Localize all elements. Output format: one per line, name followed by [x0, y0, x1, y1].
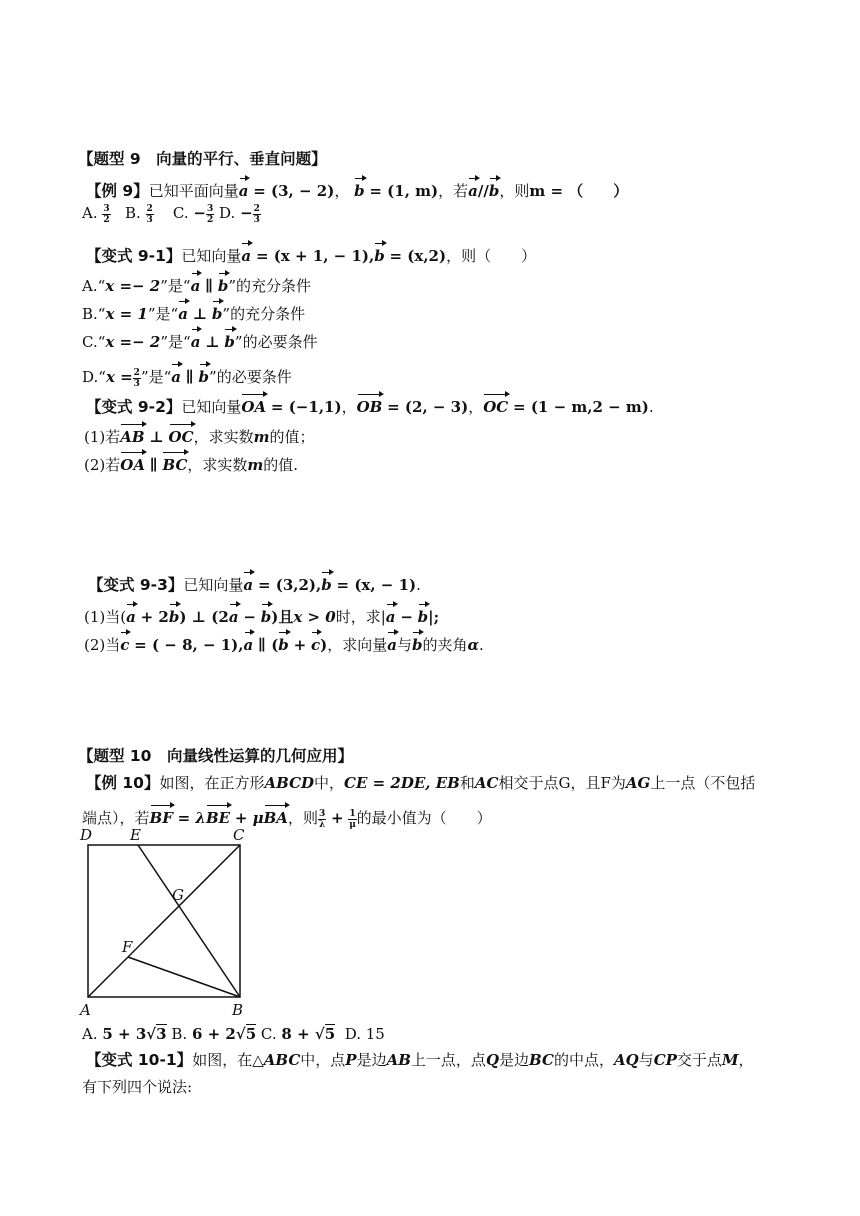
math: 5	[324, 1025, 336, 1043]
math: ∥	[205, 277, 214, 295]
label-d: D	[80, 826, 93, 844]
numerator: 3	[206, 203, 214, 214]
math: ABC	[263, 1051, 301, 1069]
math: −	[240, 204, 253, 222]
vector-a: a	[241, 241, 251, 267]
variant-9-3-tag: 【变式 9-3】	[88, 576, 184, 594]
text: 已知平面向量	[148, 182, 239, 200]
fraction	[102, 204, 110, 225]
variant-9-2-q2	[84, 450, 298, 476]
denominator: 3	[133, 378, 140, 389]
text: 与	[638, 1051, 654, 1069]
text: ，	[334, 182, 350, 200]
text: 的值.	[263, 456, 299, 474]
numerator: 2	[146, 203, 153, 214]
text: 中，	[314, 774, 345, 792]
vector-a: a	[387, 630, 397, 656]
math: α	[467, 636, 480, 654]
option-b-label: B.	[124, 204, 141, 222]
text: 的值；	[269, 428, 315, 446]
text: ，若	[438, 182, 469, 200]
vector-bf: BF	[150, 803, 173, 829]
text: ”的必要条件	[234, 333, 318, 351]
math: = (1, m)	[369, 182, 439, 200]
example-9-options	[82, 202, 261, 225]
text: 上一点（不包括	[650, 774, 756, 792]
text: 上一点，点	[410, 1051, 486, 1069]
label-b: B	[232, 1001, 244, 1019]
text: ”是“	[160, 277, 191, 295]
vector-b: b	[261, 602, 272, 628]
vector-be: BE	[206, 803, 230, 829]
math: −	[193, 204, 206, 222]
vector-c: c	[120, 630, 129, 656]
text: 与	[396, 636, 412, 654]
math: = (−1,1)	[270, 398, 342, 416]
example-9-tag: 【例 9】	[86, 182, 149, 200]
math: +	[293, 636, 307, 654]
denominator: λ	[318, 819, 326, 830]
numerator: 1	[349, 808, 356, 819]
vector-b: b	[374, 241, 385, 267]
vector-oa: OA	[120, 450, 145, 476]
vector-b: b	[418, 602, 429, 628]
variant-9-3-q2	[84, 630, 484, 656]
vector-c: c	[311, 630, 320, 656]
math: ⊥	[205, 333, 220, 351]
text: 已知向量	[181, 247, 242, 265]
vector-b: b	[224, 327, 235, 353]
text: ，求实数	[187, 456, 248, 474]
text: ，则（ ）	[446, 247, 537, 265]
text: 相交于点G，且F为	[498, 774, 626, 792]
vector-a: a	[243, 570, 253, 596]
example-10-answers	[82, 1023, 385, 1045]
math: P	[345, 1051, 357, 1069]
denominator: 2	[206, 214, 214, 225]
vector-a: a	[191, 271, 201, 297]
math: = (x,2)	[389, 247, 447, 265]
vector-ba: BA	[264, 803, 288, 829]
text: 如图，在正方形	[159, 774, 265, 792]
vector-bc: BC	[162, 450, 187, 476]
text: 中，点	[300, 1051, 346, 1069]
sqrt-sign: √	[146, 1025, 157, 1043]
text: 的夹角	[422, 636, 468, 654]
denominator: 3	[146, 214, 153, 225]
variant-9-1-option-d	[82, 362, 292, 389]
text: ，	[341, 398, 357, 416]
sqrt-sign: √	[314, 1025, 325, 1043]
text: ”是“	[160, 333, 191, 351]
text: .	[479, 636, 484, 654]
vector-oa: OA	[241, 392, 266, 418]
math: 3	[156, 1025, 167, 1043]
math: ⊥	[149, 428, 164, 446]
example-10-line-1	[86, 772, 755, 794]
math: CP	[653, 1051, 677, 1069]
math: M	[721, 1051, 739, 1069]
math: ⊥	[192, 305, 208, 323]
text: 时，求|	[335, 608, 386, 626]
text: 交于点	[676, 1051, 722, 1069]
vector-b: b	[169, 602, 180, 628]
math: Q	[485, 1051, 500, 1069]
vector-a: a	[178, 299, 188, 325]
math: m	[253, 428, 270, 446]
math: = ( − 8, − 1),	[134, 636, 244, 654]
fraction	[253, 204, 261, 225]
numerator: 2	[133, 367, 140, 378]
text: C.“	[82, 333, 106, 351]
math: ABCD	[264, 774, 315, 792]
text: D.“	[82, 368, 106, 386]
text: ，	[738, 1051, 754, 1069]
text: 已知向量	[181, 398, 242, 416]
math: + 2	[140, 608, 169, 626]
math: m	[247, 456, 264, 474]
math: 5 + 3	[102, 1025, 147, 1043]
math: m = （ ）	[529, 182, 629, 200]
text: ”的充分条件	[228, 277, 312, 295]
variant-9-1-option-b	[82, 299, 305, 325]
math: 6 + 2	[191, 1025, 236, 1043]
label-g: G	[172, 886, 184, 904]
option-a-label: A.	[82, 1025, 98, 1043]
text: 的中点，	[553, 1051, 614, 1069]
vector-ob: OB	[357, 392, 383, 418]
text: ，求实数	[193, 428, 254, 446]
vector-oc: OC	[169, 422, 194, 448]
math: = (3,2),	[257, 576, 322, 594]
vector-b: b	[199, 362, 210, 388]
example-9-line	[86, 176, 628, 202]
vector-a: a	[229, 602, 239, 628]
variant-9-1-option-a	[82, 271, 311, 297]
text: 的最小值为（ ）	[356, 809, 492, 827]
math: AG	[625, 774, 651, 792]
vector-a: a	[191, 327, 201, 353]
math: x = 1	[105, 305, 148, 323]
label-a: A	[80, 1001, 91, 1019]
text: 是边	[356, 1051, 387, 1069]
option-c-label: C.	[172, 204, 189, 222]
vector-b: b	[321, 570, 332, 596]
math: 8 +	[281, 1025, 315, 1043]
text: (1)若	[84, 428, 121, 446]
label-c: C	[233, 826, 245, 844]
variant-10-1-tag: 【变式 10-1】	[86, 1051, 193, 1069]
text: ”是“	[147, 305, 179, 323]
text: ，则	[499, 182, 530, 200]
math: = (2, − 3)	[387, 398, 469, 416]
denominator: μ	[349, 819, 356, 830]
variant-9-1-line	[86, 241, 536, 267]
math: AC	[474, 774, 499, 792]
variant-9-1-option-c	[82, 327, 318, 353]
vector-b: b	[412, 630, 423, 656]
option-a-label: A.	[82, 204, 98, 222]
text: (2)当	[84, 636, 121, 654]
vector-b: b	[212, 299, 223, 325]
vector-b: b	[218, 271, 229, 297]
vector-a: a	[244, 630, 254, 656]
variant-9-3-line	[88, 570, 421, 596]
vector-a: a	[126, 602, 136, 628]
fraction	[318, 809, 326, 830]
math: −	[400, 608, 413, 626]
fraction	[133, 368, 141, 389]
math: = (1 − m,2 − m)	[513, 398, 649, 416]
math: = (x, − 1)	[336, 576, 417, 594]
text: .	[648, 398, 654, 416]
vector-a: a	[468, 176, 478, 202]
math: )	[320, 636, 328, 654]
example-10-tag: 【例 10】	[86, 774, 160, 792]
numerator: 3	[103, 203, 110, 214]
variant-9-1-tag: 【变式 9-1】	[86, 247, 182, 265]
math: AB	[386, 1051, 411, 1069]
variant-9-2-q1	[84, 422, 314, 448]
vector-a: a	[171, 362, 181, 388]
math: −	[243, 608, 256, 626]
text: 已知向量	[183, 576, 244, 594]
variant-10-1-line-1	[86, 1049, 754, 1071]
math: //	[477, 182, 489, 200]
fraction	[206, 204, 214, 225]
math: ∥	[185, 368, 194, 386]
variant-9-2-line	[86, 392, 654, 418]
math: CE = 2DE, EB	[344, 774, 460, 792]
math: + μ	[234, 809, 264, 827]
math: 5	[245, 1025, 257, 1043]
text: 如图，在△	[192, 1051, 264, 1069]
math: |;	[428, 608, 440, 626]
vector-b: b	[354, 176, 365, 202]
math: x > 0	[293, 608, 336, 626]
section-9-title: 【题型 9 向量的平行、垂直问题】	[78, 150, 327, 168]
segment-fb	[128, 957, 240, 997]
text: 是边	[499, 1051, 530, 1069]
sqrt-sign: √	[235, 1025, 246, 1043]
math: )且	[271, 608, 294, 626]
math: = (x + 1, − 1),	[255, 247, 375, 265]
text: 和	[459, 774, 475, 792]
text: (2)若	[84, 456, 121, 474]
variant-9-2-tag: 【变式 9-2】	[86, 398, 182, 416]
fraction	[146, 204, 154, 225]
math: BC	[529, 1051, 554, 1069]
vector-b: b	[489, 176, 500, 202]
text: A.“	[82, 277, 106, 295]
section-10-title: 【题型 10 向量线性运算的几何应用】	[78, 747, 353, 765]
denominator: 3	[253, 214, 260, 225]
text: .	[416, 576, 421, 594]
math: x =− 2	[105, 333, 161, 351]
option-d-label: D. 15	[344, 1025, 385, 1043]
numerator: 2	[253, 203, 260, 214]
text: ，求向量	[327, 636, 388, 654]
vector-oc: OC	[483, 392, 508, 418]
vector-ab: AB	[120, 422, 144, 448]
vector-a: a	[386, 602, 396, 628]
option-d-label: D.	[219, 204, 236, 222]
variant-10-1-line-2: 有下列四个说法:	[82, 1078, 193, 1096]
option-c-label: C.	[260, 1025, 277, 1043]
math: ) ⊥ (2	[179, 608, 229, 626]
label-f: F	[122, 938, 133, 956]
variant-9-3-q1	[84, 602, 439, 628]
math: = (3, − 2)	[253, 182, 335, 200]
vector-a: a	[239, 176, 249, 202]
text: ”的必要条件	[209, 368, 292, 386]
fraction	[348, 809, 356, 830]
option-b-label: B.	[171, 1025, 188, 1043]
math: x =	[105, 368, 133, 386]
vector-b: b	[278, 630, 289, 656]
math: ∥ (	[258, 636, 279, 654]
text: (1)当(	[84, 608, 127, 626]
text: ”的充分条件	[222, 305, 306, 323]
math: +	[331, 809, 344, 827]
text: 端点），若	[82, 809, 150, 827]
square-figure	[78, 824, 256, 1020]
math: x =− 2	[105, 277, 161, 295]
math: AQ	[613, 1051, 639, 1069]
text: ，则	[287, 809, 318, 827]
segment-eb	[138, 845, 240, 997]
text: B.“	[82, 305, 106, 323]
text: ，	[468, 398, 484, 416]
text: ”是“	[140, 368, 172, 386]
label-e: E	[130, 826, 141, 844]
denominator: 2	[103, 214, 110, 225]
diagonal-ac	[88, 845, 240, 997]
numerator: 3	[318, 808, 326, 819]
math: ∥	[149, 456, 158, 474]
math: = λ	[177, 809, 206, 827]
